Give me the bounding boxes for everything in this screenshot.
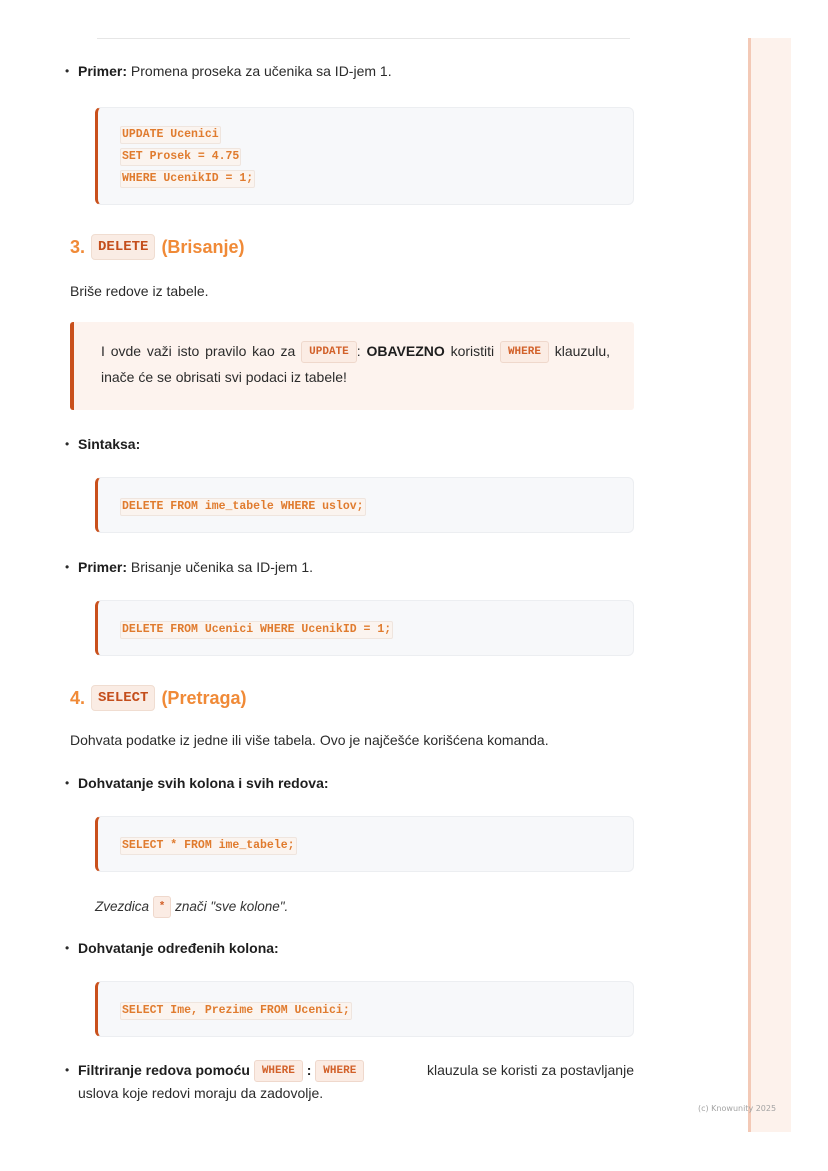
warning-callout bbox=[70, 322, 634, 410]
inline-code-update: UPDATE bbox=[301, 341, 357, 363]
code-line: SELECT Ime, Prezime FROM Ucenici; bbox=[120, 1002, 352, 1020]
update-example-bullet bbox=[65, 60, 392, 82]
section-number: 4. bbox=[70, 688, 86, 708]
code-line: DELETE FROM Ucenici WHERE UcenikID = 1; bbox=[120, 621, 393, 639]
section-title: (Brisanje) bbox=[161, 237, 245, 257]
bullet-icon: • bbox=[65, 776, 70, 790]
divider bbox=[97, 38, 630, 39]
bullet-label: Primer: bbox=[78, 559, 128, 575]
inline-code-asterisk: * bbox=[153, 896, 172, 918]
code-line: SELECT * FROM ime_tabele; bbox=[120, 837, 297, 855]
bullet-label: Filtriranje redova pomoću bbox=[78, 1062, 254, 1078]
margin-strip bbox=[748, 38, 791, 1132]
bullet-icon: • bbox=[65, 437, 70, 451]
code-line: DELETE FROM ime_tabele WHERE uslov; bbox=[120, 498, 366, 516]
inline-code-where: WHERE bbox=[315, 1060, 364, 1082]
bullet-label: Dohvatanje svih kolona i svih redova: bbox=[78, 775, 329, 791]
bullet-text: Brisanje učenika sa ID-jem 1. bbox=[127, 559, 313, 575]
code-block-select-specific bbox=[95, 981, 634, 1037]
section-description: Briše redove iz tabele. bbox=[70, 283, 209, 299]
code-line: SET Prosek = 4.75 bbox=[120, 148, 241, 166]
section-heading-select bbox=[70, 684, 246, 712]
bullet-label: Dohvatanje određenih kolona: bbox=[78, 940, 279, 956]
bullet-icon: • bbox=[65, 941, 70, 955]
callout-bold: OBAVEZNO bbox=[366, 343, 445, 359]
inline-code-where: WHERE bbox=[254, 1060, 303, 1082]
code-block-update bbox=[95, 107, 634, 205]
callout-text: koristiti bbox=[444, 343, 500, 359]
copyright-watermark: (c) Knowunity 2025 bbox=[698, 1104, 777, 1113]
callout-text: : bbox=[356, 343, 367, 359]
section-keyword: SELECT bbox=[91, 685, 155, 711]
bullet-icon: • bbox=[65, 560, 70, 574]
syntax-bullet bbox=[65, 433, 141, 455]
code-line: WHERE UcenikID = 1; bbox=[120, 170, 255, 188]
bullet-text: klauzula se koristi za postavljanje bbox=[427, 1062, 634, 1079]
code-line: UPDATE Ucenici bbox=[120, 126, 221, 144]
code-block-select-all bbox=[95, 816, 634, 872]
section-number: 3. bbox=[70, 237, 86, 257]
code-block-delete-syntax bbox=[95, 477, 634, 533]
section-description: Dohvata podatke iz jedne ili više tabela. Ovo je najčešće korišćena komanda. bbox=[70, 732, 549, 748]
select-specific-bullet bbox=[65, 937, 279, 959]
note-text: znači "sve kolone". bbox=[171, 899, 289, 914]
section-title: (Pretraga) bbox=[161, 688, 247, 708]
select-all-bullet bbox=[65, 772, 329, 794]
bullet-icon: • bbox=[65, 1063, 70, 1077]
bullet-label: Sintaksa: bbox=[78, 436, 141, 452]
bullet-label: Primer: bbox=[78, 63, 128, 79]
colon: : bbox=[306, 1062, 312, 1078]
callout-text: klauzulu, inače će se obrisati svi podaci iz tabele! bbox=[101, 343, 611, 385]
note-text: Zvezdica bbox=[95, 899, 153, 914]
inline-code-where: WHERE bbox=[500, 341, 549, 363]
bullet-icon: • bbox=[65, 64, 70, 78]
delete-example-bullet bbox=[65, 556, 313, 578]
bullet-text: uslova koje redovi moraju da zadovolje. bbox=[78, 1085, 324, 1102]
bullet-text: Promena proseka za učenika sa ID-jem 1. bbox=[127, 63, 392, 79]
section-heading-delete bbox=[70, 233, 244, 261]
code-block-delete-example bbox=[95, 600, 634, 656]
filter-bullet bbox=[65, 1059, 634, 1105]
callout-text: I ovde važi isto pravilo kao za bbox=[101, 343, 302, 359]
section-keyword: DELETE bbox=[91, 234, 155, 260]
asterisk-note bbox=[95, 896, 288, 918]
